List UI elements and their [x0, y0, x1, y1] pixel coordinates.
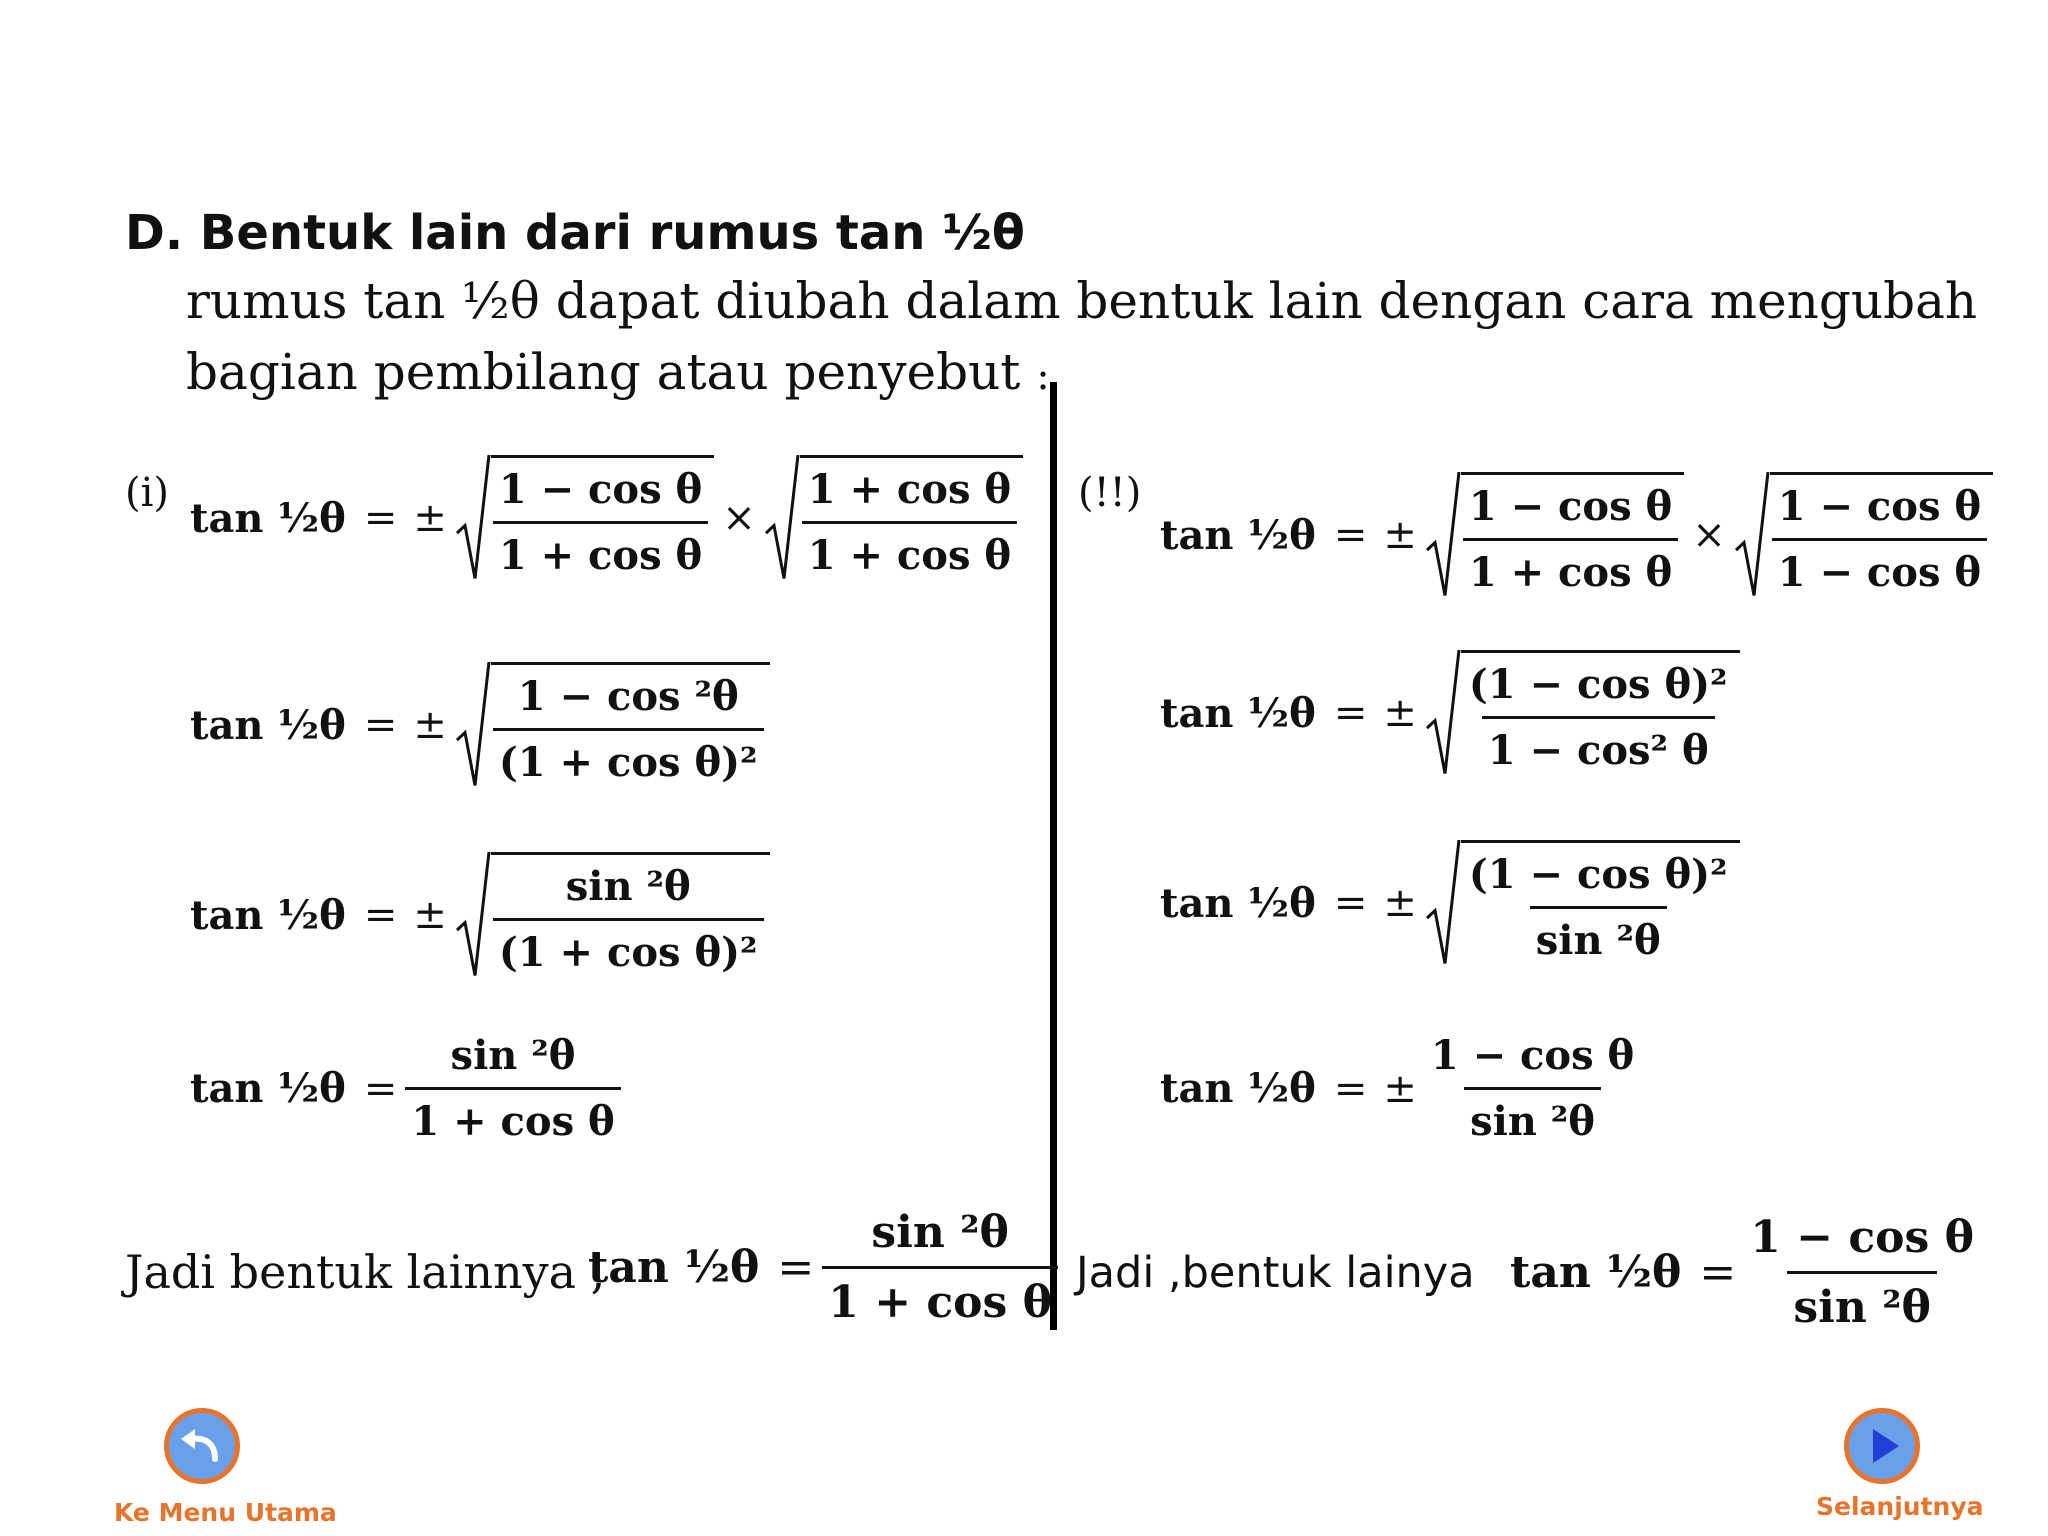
left-eq3-lhs: tan ½θ [190, 891, 346, 939]
right-eq1-radical-a [1425, 472, 1684, 598]
right-eq4-lhs: tan ½θ [1160, 1065, 1316, 1112]
right-eq2-frac [1463, 659, 1734, 776]
left-eq2-lhs: tan ½θ [190, 701, 346, 749]
right-conclusion-eq [1510, 1210, 1980, 1335]
left-eq1 [190, 455, 1023, 581]
left-eq4-frac [405, 1030, 620, 1147]
left-conclusion-eq [588, 1205, 1058, 1330]
left-conclusion-den: 1 + cos θ [822, 1266, 1058, 1330]
left-eq1-lhs: tan ½θ [190, 494, 346, 542]
right-eq1-eq: = [1333, 512, 1368, 558]
right-eq1 [1160, 472, 1993, 598]
play-icon[interactable] [1844, 1408, 1920, 1484]
right-eq3-num: (1 − cos θ)² [1468, 851, 1728, 898]
return-arrow-icon[interactable] [164, 1408, 240, 1484]
right-eq1-frac-b [1772, 481, 1987, 598]
right-eq2-radical [1425, 650, 1740, 776]
right-label: (!!) [1078, 470, 1142, 516]
back-to-menu-label[interactable]: Ke Menu Utama [114, 1498, 337, 1527]
left-eq2-eq: = [363, 702, 398, 748]
right-eq3-den: sin ²θ [1530, 906, 1667, 966]
left-eq1-a-num: 1 − cos θ [498, 466, 703, 513]
left-eq1-times: × [722, 495, 756, 541]
left-eq4-num: sin ²θ [450, 1032, 576, 1079]
left-eq3-frac [493, 861, 764, 978]
left-conclusion-lhs: tan ½θ [588, 1242, 760, 1293]
right-eq3 [1160, 840, 1740, 966]
intro-text-line2 [186, 343, 1050, 401]
left-eq4-lhs: tan ½θ [190, 1065, 346, 1112]
left-eq1-radical-b [764, 455, 1023, 581]
left-eq1-pm: ± [413, 495, 447, 541]
left-eq2 [190, 662, 770, 788]
left-conclusion-text: Jadi bentuk lainnya , [125, 1245, 606, 1299]
intro-text-line2-main: bagian pembilang atau penyebut [186, 343, 1021, 401]
right-eq1-frac-a [1463, 481, 1678, 598]
left-eq4-eq: = [363, 1065, 398, 1112]
right-conclusion-eq-sign: = [1699, 1247, 1737, 1298]
left-eq2-radical [455, 662, 770, 788]
back-to-menu-button[interactable] [110, 1400, 337, 1536]
left-eq2-den: (1 + cos θ)² [493, 728, 764, 788]
left-conclusion-num: sin ²θ [871, 1207, 1009, 1258]
left-eq1-a-den: 1 + cos θ [493, 521, 708, 581]
right-eq1-a-den: 1 + cos θ [1463, 538, 1678, 598]
left-eq1-frac-a [493, 464, 708, 581]
right-eq4-den: sin ²θ [1464, 1087, 1601, 1147]
left-eq1-b-den: 1 + cos θ [802, 521, 1017, 581]
left-eq3-eq: = [363, 892, 398, 938]
right-eq2-eq: = [1333, 690, 1368, 736]
left-conclusion-frac [822, 1205, 1058, 1330]
right-eq2-pm: ± [1383, 690, 1417, 736]
right-eq2-den: 1 − cos² θ [1482, 716, 1715, 776]
left-eq3-den: (1 + cos θ)² [493, 918, 764, 978]
section-title: D. Bentuk lain dari rumus tan ½θ [125, 205, 1025, 261]
right-conclusion-frac [1744, 1210, 1980, 1335]
left-eq1-frac-b [802, 464, 1017, 581]
intro-text-line1: rumus tan ½θ dapat diubah dalam bentuk lain dengan cara mengubah [186, 272, 1978, 330]
right-eq1-pm: ± [1383, 512, 1417, 558]
intro-colon: : [1036, 353, 1050, 399]
right-eq3-radical [1425, 840, 1740, 966]
right-eq4-eq: = [1333, 1065, 1368, 1112]
right-eq3-frac [1463, 849, 1734, 966]
right-eq1-b-den: 1 − cos θ [1772, 538, 1987, 598]
left-eq4-den: 1 + cos θ [405, 1087, 620, 1147]
next-button[interactable] [1800, 1400, 1984, 1536]
right-eq2 [1160, 650, 1740, 776]
right-conclusion-num: 1 − cos θ [1750, 1212, 1974, 1263]
left-eq3-num: sin ²θ [565, 863, 691, 910]
right-eq1-times: × [1692, 512, 1726, 558]
right-eq3-pm: ± [1383, 880, 1417, 926]
left-eq2-num: 1 − cos ²θ [517, 673, 739, 720]
left-eq1-eq: = [363, 495, 398, 541]
left-label: (i) [125, 470, 170, 516]
left-eq3-pm: ± [413, 892, 447, 938]
next-label[interactable]: Selanjutnya [1816, 1492, 1984, 1521]
right-eq1-lhs: tan ½θ [1160, 511, 1316, 559]
right-eq4 [1160, 1030, 1640, 1147]
left-eq2-frac [493, 671, 764, 788]
left-eq4 [190, 1030, 621, 1147]
left-eq3-radical [455, 852, 770, 978]
right-eq4-frac [1425, 1030, 1640, 1147]
right-eq3-lhs: tan ½θ [1160, 879, 1316, 927]
right-conclusion-den: sin ²θ [1787, 1271, 1936, 1335]
column-divider [1050, 382, 1057, 1330]
left-eq3 [190, 852, 770, 978]
right-eq4-num: 1 − cos θ [1430, 1032, 1635, 1079]
right-eq1-a-num: 1 − cos θ [1468, 483, 1673, 530]
right-eq2-num: (1 − cos θ)² [1468, 661, 1728, 708]
right-eq2-lhs: tan ½θ [1160, 689, 1316, 737]
right-conclusion-lhs: tan ½θ [1510, 1247, 1682, 1298]
left-conclusion-eq-sign: = [777, 1242, 815, 1293]
left-eq1-b-num: 1 + cos θ [807, 466, 1012, 513]
right-eq4-pm: ± [1383, 1065, 1417, 1112]
left-eq1-radical-a [455, 455, 714, 581]
right-eq3-eq: = [1333, 880, 1368, 926]
left-eq2-pm: ± [413, 702, 447, 748]
right-eq1-radical-b [1734, 472, 1993, 598]
right-eq1-b-num: 1 − cos θ [1777, 483, 1982, 530]
right-conclusion-text: Jadi ,bentuk lainya [1076, 1248, 1475, 1298]
